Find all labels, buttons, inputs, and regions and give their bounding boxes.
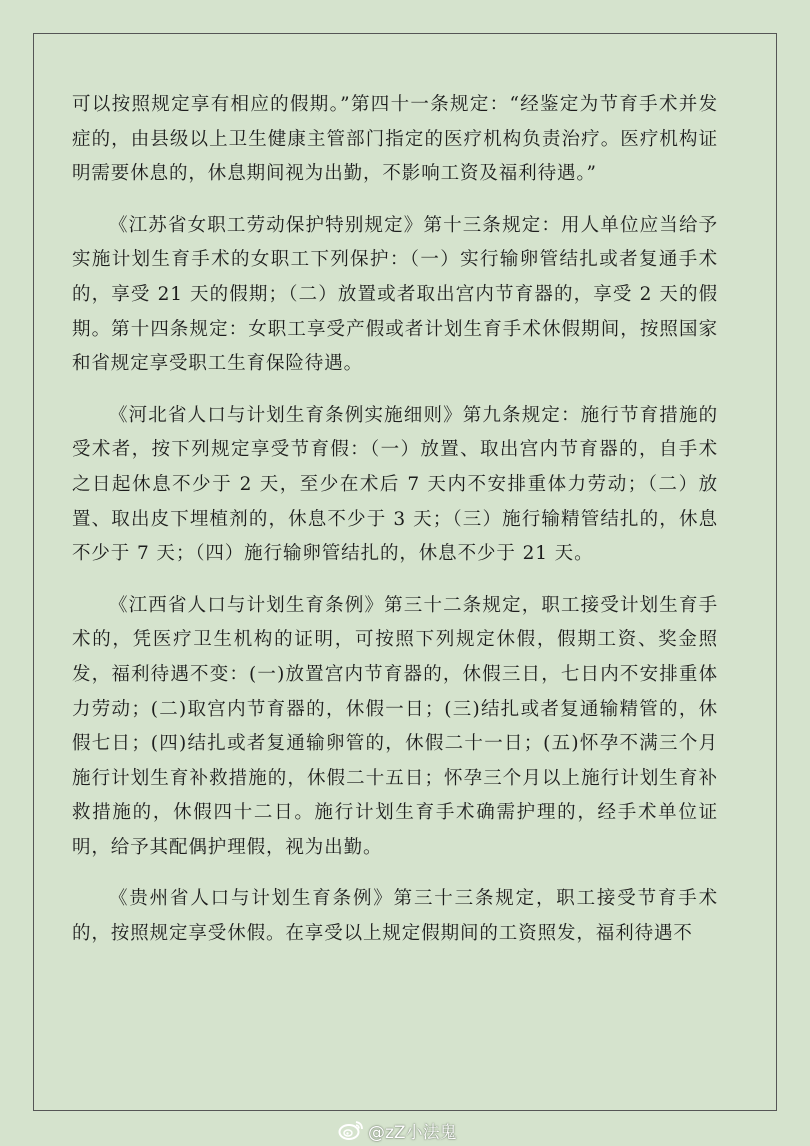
- watermark: [338, 1116, 457, 1144]
- paragraph-4: 《江西省人口与计划生育条例》第三十二条规定，职工接受计划生育手术的，凭医疗卫生机构的证明，可按照下列规定休假，假期工资、奖金照发，福利待遇不变：(一)放置宫内节育器的，休假三日，七日内不安排重体力劳动；(二)取宫内节育器的，休假一日；(三)结扎或者复通输精管的，休假七日；(四)结扎或者复通输卵管的，休假二十一日；(五)怀孕不满三个月施行计划生育补救措施的，休假二十五日；怀孕三个月以上施行计划生育补救措施的，休假四十二日。施行计划生育手术确需护理的，经手术单位证明，给予其配偶护理假，视为出勤。: [72, 594, 718, 858]
- paragraph-1: 可以按照规定享有相应的假期。”第四十一条规定：“经鉴定为节育手术并发症的，由县级以上卫生健康主管部门指定的医疗机构负责治疗。医疗机构证明需要休息的，休息期间视为出勤，不影响工资及福利待遇。”: [72, 94, 718, 185]
- paragraph-3: 《河北省人口与计划生育条例实施细则》第九条规定：施行节育措施的受术者，按下列规定享受节育假：（一）放置、取出宫内节育器的，自手术之日起休息不少于 2 天，至少在术后 7 天内不安排重体力劳动；（二）放置、取出皮下埋植剂的，休息不少于 3 天；（三）施行输精管结扎的，休息不少于 7 天；（四）施行输卵管结扎的，休息不少于 21 天。: [72, 404, 718, 565]
- paragraph-5: 《贵州省人口与计划生育条例》第三十三条规定，职工接受节育手术的，按照规定享受休假。在享受以上规定假期间的工资照发，福利待遇不: [72, 888, 718, 945]
- weibo-icon: [338, 1119, 364, 1141]
- document-body: [72, 88, 718, 969]
- paragraph-2: 《江苏省女职工劳动保护特别规定》第十三条规定：用人单位应当给予实施计划生育手术的女职工下列保护：（一）实行输卵管结扎或者复通手术的，享受 21 天的假期；（二）放置或者取出宫内节育器的，享受 2 天的假期。第十四条规定：女职工享受产假或者计划生育手术休假期间，按照国家和省规定享受职工生育保险待遇。: [72, 214, 718, 375]
- watermark-text: @zZ小法鬼: [368, 1122, 457, 1143]
